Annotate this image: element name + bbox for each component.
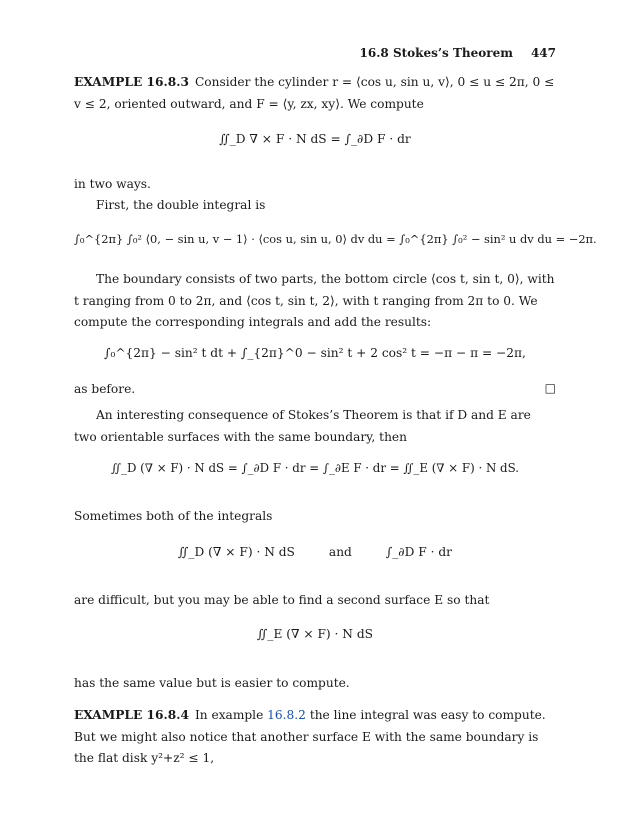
example-16-8-2-link[interactable]: 16.8.2 [267,708,306,722]
equation-double-integral: ∫₀^{2π} ∫₀² ⟨0, − sin u, v − 1⟩ · ⟨cos u, sin u, 0⟩ dv du = ∫₀^{2π} ∫₀² − sin² u dv du = −2π. [74,232,597,246]
equation-and-word: and [328,545,352,559]
page-number: 447 [530,46,556,60]
equation-surface-integral: ∬_D (∇ × F) · N dS [178,545,295,559]
paragraph-difficult: are difficult, but you may be able to find a second surface E so that [74,593,490,607]
paragraph-sometimes: Sometimes both of the integrals [74,509,273,523]
equation-both-integrals [74,545,556,559]
qed-box-icon: □ [544,381,556,395]
equation-line-integrals: ∫₀^{2π} − sin² t dt + ∫_{2π}^0 − sin² t + 2 cos² t = −π − π = −2π, [104,346,526,360]
paragraph-consequence: An interesting consequence of Stokes’s Theorem is that if D and E are two orientable surfaces with the same boundary, then [74,408,531,444]
example-text-before-link: In example [194,708,264,722]
paragraph-first: First, the double integral is [96,198,266,212]
paragraph-two-ways: in two ways. [74,177,151,191]
paragraph-as-before: as before. [74,382,136,396]
example-label: EXAMPLE 16.8.4 [74,708,189,722]
example-label: EXAMPLE 16.8.3 [74,75,189,89]
example-16-8-4 [74,705,556,770]
equation-surface-E: ∬_E (∇ × F) · N dS [257,627,373,641]
equation-boundary-integral: ∫_∂D F · dr [385,545,452,559]
running-header [360,46,556,60]
section-title: 16.8 Stokes’s Theorem [359,46,513,60]
example-intro-text: Consider the cylinder r = ⟨cos u, sin u, v⟩, 0 ≤ u ≤ 2π, 0 ≤ v ≤ 2, oriented outward, and F = ⟨y, zx, xy⟩. We compute [74,75,555,111]
equation-stokes: ∬_D ∇ × F · N dS = ∫_∂D F · dr [219,132,411,146]
example-16-8-3-intro [74,72,556,115]
paragraph-same-value: has the same value but is easier to compute. [74,676,350,690]
equation-same-boundary: ∬_D (∇ × F) · N dS = ∫_∂D F · dr = ∫_∂E F · dr = ∬_E (∇ × F) · N dS. [111,461,519,475]
example-text-after-link: the line integral was easy to compute. But we might also notice that another surface E with the same boundary is the flat disk y²+z² ≤ 1, [74,708,546,765]
paragraph-boundary: The boundary consists of two parts, the bottom circle ⟨cos t, sin t, 0⟩, with t ranging from 0 to 2π, and ⟨cos t, sin t, 2⟩, with t ranging from 2π to 0. We compute the corresponding integrals and add the results: [74,272,555,329]
